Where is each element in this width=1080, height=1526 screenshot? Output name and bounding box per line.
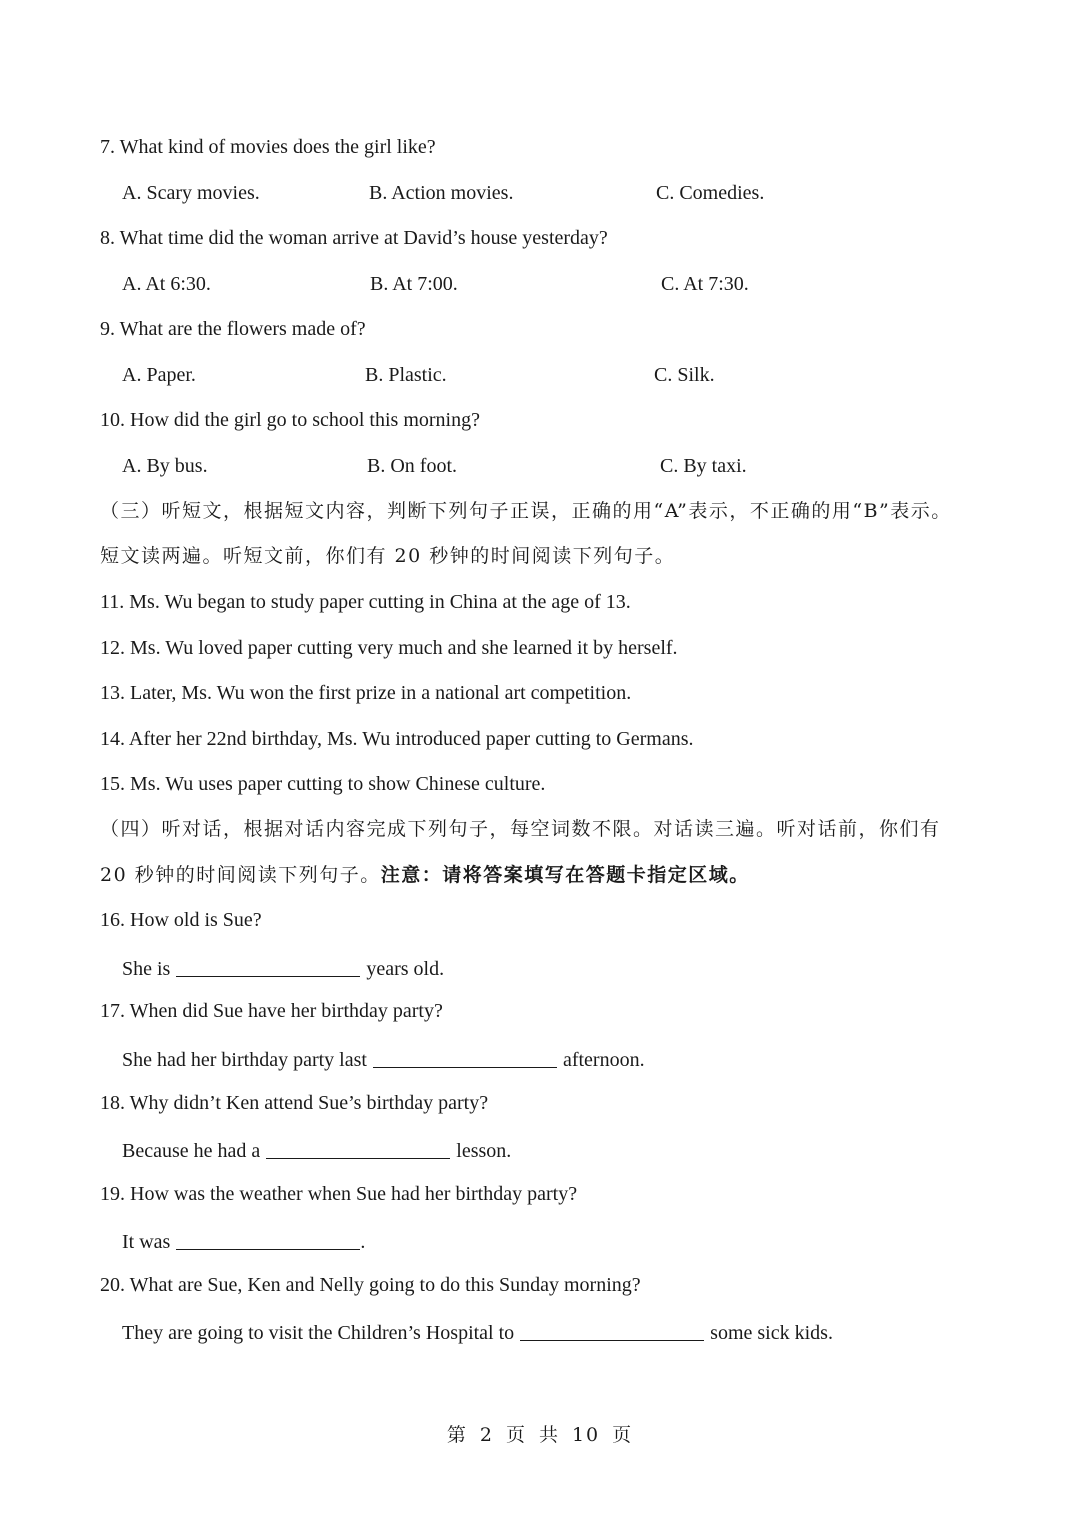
answer-18 — [122, 1136, 511, 1163]
total-pages: 10 — [571, 1424, 601, 1446]
question-16: 16. How old is Sue? — [100, 909, 262, 931]
answer-suffix: years old. — [366, 958, 445, 980]
statement-12: 12. Ms. Wu loved paper cutting very much and she learned it by herself. — [100, 637, 678, 659]
answer-17 — [122, 1045, 645, 1072]
footer-label: 共 — [538, 1424, 560, 1446]
answer-blank[interactable] — [176, 1229, 360, 1250]
answer-prefix: She is — [122, 958, 171, 980]
footer-label: 页 — [612, 1424, 634, 1446]
statement-13: 13. Later, Ms. Wu won the first prize in a national art competition. — [100, 682, 632, 704]
section-3-instructions-line2: 短文读两遍。听短文前，你们有 20 秒钟的时间阅读下列句子。 — [100, 545, 676, 567]
option-b: B. On foot. — [367, 455, 457, 477]
statement-14: 14. After her 22nd birthday, Ms. Wu introduced paper cutting to Germans. — [100, 728, 694, 750]
answer-blank[interactable] — [373, 1047, 557, 1068]
options-10 — [122, 454, 1022, 478]
answer-suffix: some sick kids. — [710, 1322, 833, 1344]
answer-blank[interactable] — [266, 1138, 450, 1159]
question-7: 7. What kind of movies does the girl like? — [100, 136, 436, 158]
option-b: B. At 7:00. — [370, 273, 458, 295]
question-18: 18. Why didn’t Ken attend Sue’s birthday party? — [100, 1092, 489, 1114]
answer-suffix: afternoon. — [562, 1049, 645, 1071]
question-9: 9. What are the flowers made of? — [100, 318, 366, 340]
option-a: A. Paper. — [122, 364, 196, 386]
option-a: A. By bus. — [122, 455, 208, 477]
question-20: 20. What are Sue, Ken and Nelly going to do this Sunday morning? — [100, 1274, 641, 1296]
options-7 — [122, 181, 1022, 205]
answer-20 — [122, 1318, 833, 1345]
answer-suffix: lesson. — [456, 1140, 512, 1162]
answer-blank[interactable] — [176, 956, 360, 977]
answer-prefix: She had her birthday party last — [122, 1049, 367, 1071]
question-19: 19. How was the weather when Sue had her birthday party? — [100, 1183, 578, 1205]
section-4-instructions-line1: （四）听对话，根据对话内容完成下列句子，每空词数不限。对话读三遍。听对话前，你们有 — [100, 818, 941, 840]
answer-prefix: It was — [122, 1231, 171, 1253]
question-8: 8. What time did the woman arrive at David’s house yesterday? — [100, 227, 608, 249]
question-17: 17. When did Sue have her birthday party? — [100, 1000, 443, 1022]
answer-prefix: They are going to visit the Children’s Hospital to — [122, 1322, 515, 1344]
option-a: A. At 6:30. — [122, 273, 211, 295]
answer-19 — [122, 1227, 365, 1254]
section-4-instructions-line2 — [100, 863, 750, 887]
option-c: C. At 7:30. — [661, 273, 749, 295]
answer-16 — [122, 954, 444, 981]
options-9 — [122, 363, 1022, 387]
instruction-note: 注意：请将答案填写在答题卡指定区域。 — [380, 864, 750, 886]
page-footer — [0, 1420, 1080, 1447]
footer-label: 页 — [505, 1424, 527, 1446]
option-c: C. By taxi. — [660, 455, 747, 477]
option-c: C. Comedies. — [656, 182, 765, 204]
answer-blank[interactable] — [520, 1320, 704, 1341]
option-b: B. Action movies. — [369, 182, 514, 204]
footer-label: 第 — [446, 1424, 468, 1446]
answer-suffix: . — [360, 1231, 366, 1253]
section-3-instructions-line1: （三）听短文，根据短文内容，判断下列句子正误，正确的用“A”表示，不正确的用“B”表示。 — [100, 500, 952, 522]
statement-11: 11. Ms. Wu began to study paper cutting in China at the age of 13. — [100, 591, 631, 613]
option-c: C. Silk. — [654, 364, 715, 386]
page-number: 2 — [479, 1424, 494, 1446]
answer-prefix: Because he had a — [122, 1140, 261, 1162]
option-a: A. Scary movies. — [122, 182, 260, 204]
statement-15: 15. Ms. Wu uses paper cutting to show Chinese culture. — [100, 773, 546, 795]
question-10: 10. How did the girl go to school this morning? — [100, 409, 480, 431]
option-b: B. Plastic. — [365, 364, 447, 386]
options-8 — [122, 272, 1022, 296]
instruction-text: 20 秒钟的时间阅读下列句子。 — [100, 864, 381, 886]
